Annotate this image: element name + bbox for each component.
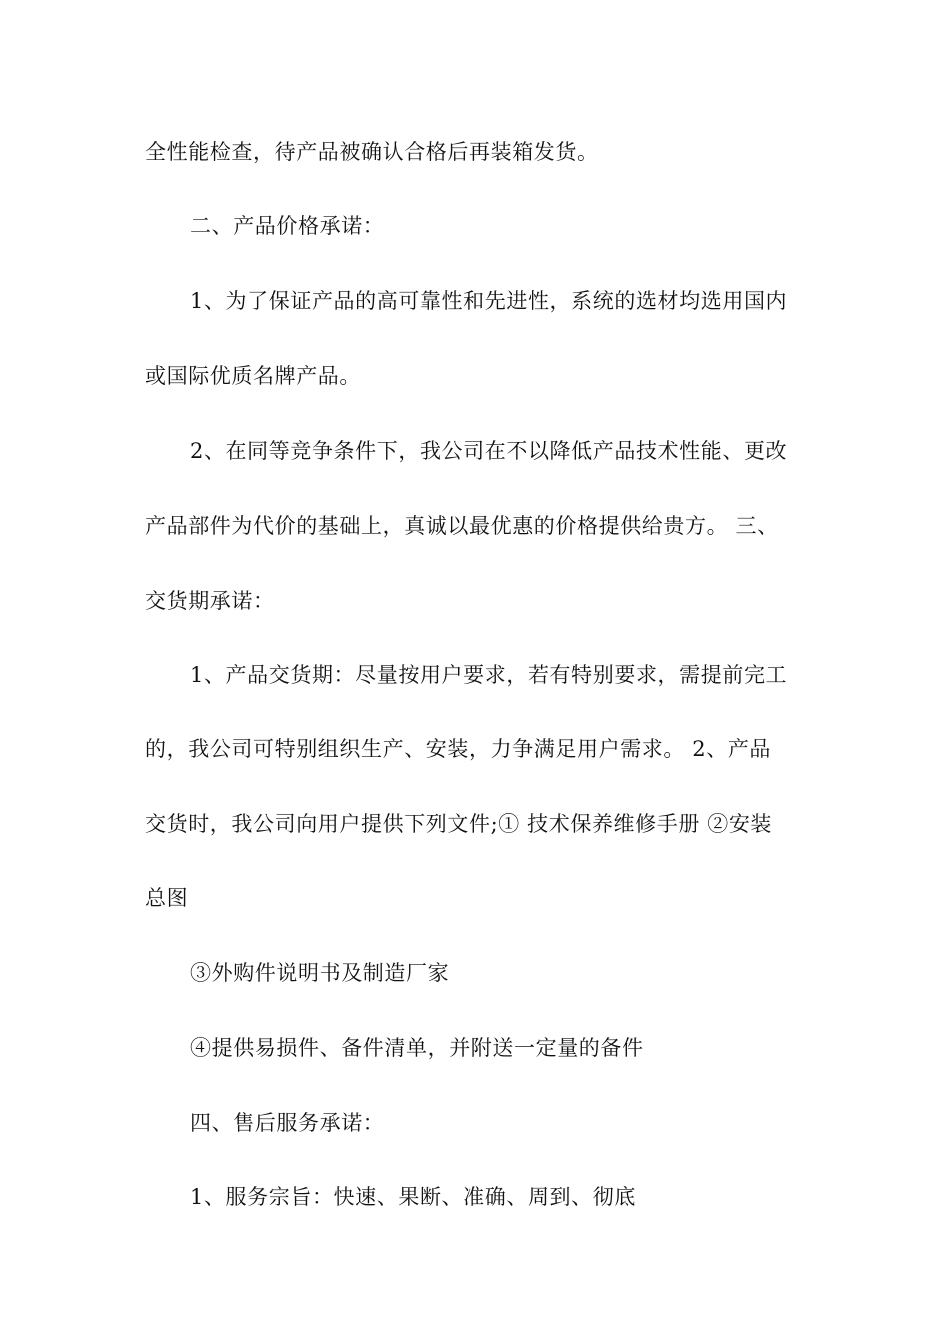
paragraph-line: 全性能检查，待产品被确认合格后再装箱发货。 (145, 140, 599, 164)
paragraph-line: 1、服务宗旨：快速、果断、准确、周到、彻底 (190, 1185, 636, 1209)
list-item: ③外购件说明书及制造厂家 (190, 961, 450, 985)
list-item: ④提供易损件、备件清单，并附送一定量的备件 (190, 1036, 644, 1060)
section-heading-delivery: 交货期承诺： (145, 589, 275, 613)
paragraph-line: 的，我公司可特别组织生产、安装，力争满足用户需求。 2、产品 (145, 737, 772, 761)
section-heading-price: 二、产品价格承诺： (190, 214, 385, 238)
section-heading-after-sales: 四、售后服务承诺： (190, 1111, 385, 1135)
paragraph-line: 1、产品交货期：尽量按用户要求，若有特别要求，需提前完工 (190, 663, 788, 687)
paragraph-line: 2、在同等竞争条件下，我公司在不以降低产品技术性能、更改 (190, 439, 788, 463)
paragraph-line: 交货时，我公司向用户提供下列文件;① 技术保养维修手册 ②安装 (145, 812, 773, 836)
paragraph-line: 产品部件为代价的基础上，真诚以最优惠的价格提供给贵方。 三、 (145, 514, 779, 538)
paragraph-line: 总图 (145, 886, 189, 910)
paragraph-line: 或国际优质名牌产品。 (145, 364, 361, 388)
paragraph-line: 1、为了保证产品的高可靠性和先进性，系统的选材均选用国内 (190, 289, 788, 313)
